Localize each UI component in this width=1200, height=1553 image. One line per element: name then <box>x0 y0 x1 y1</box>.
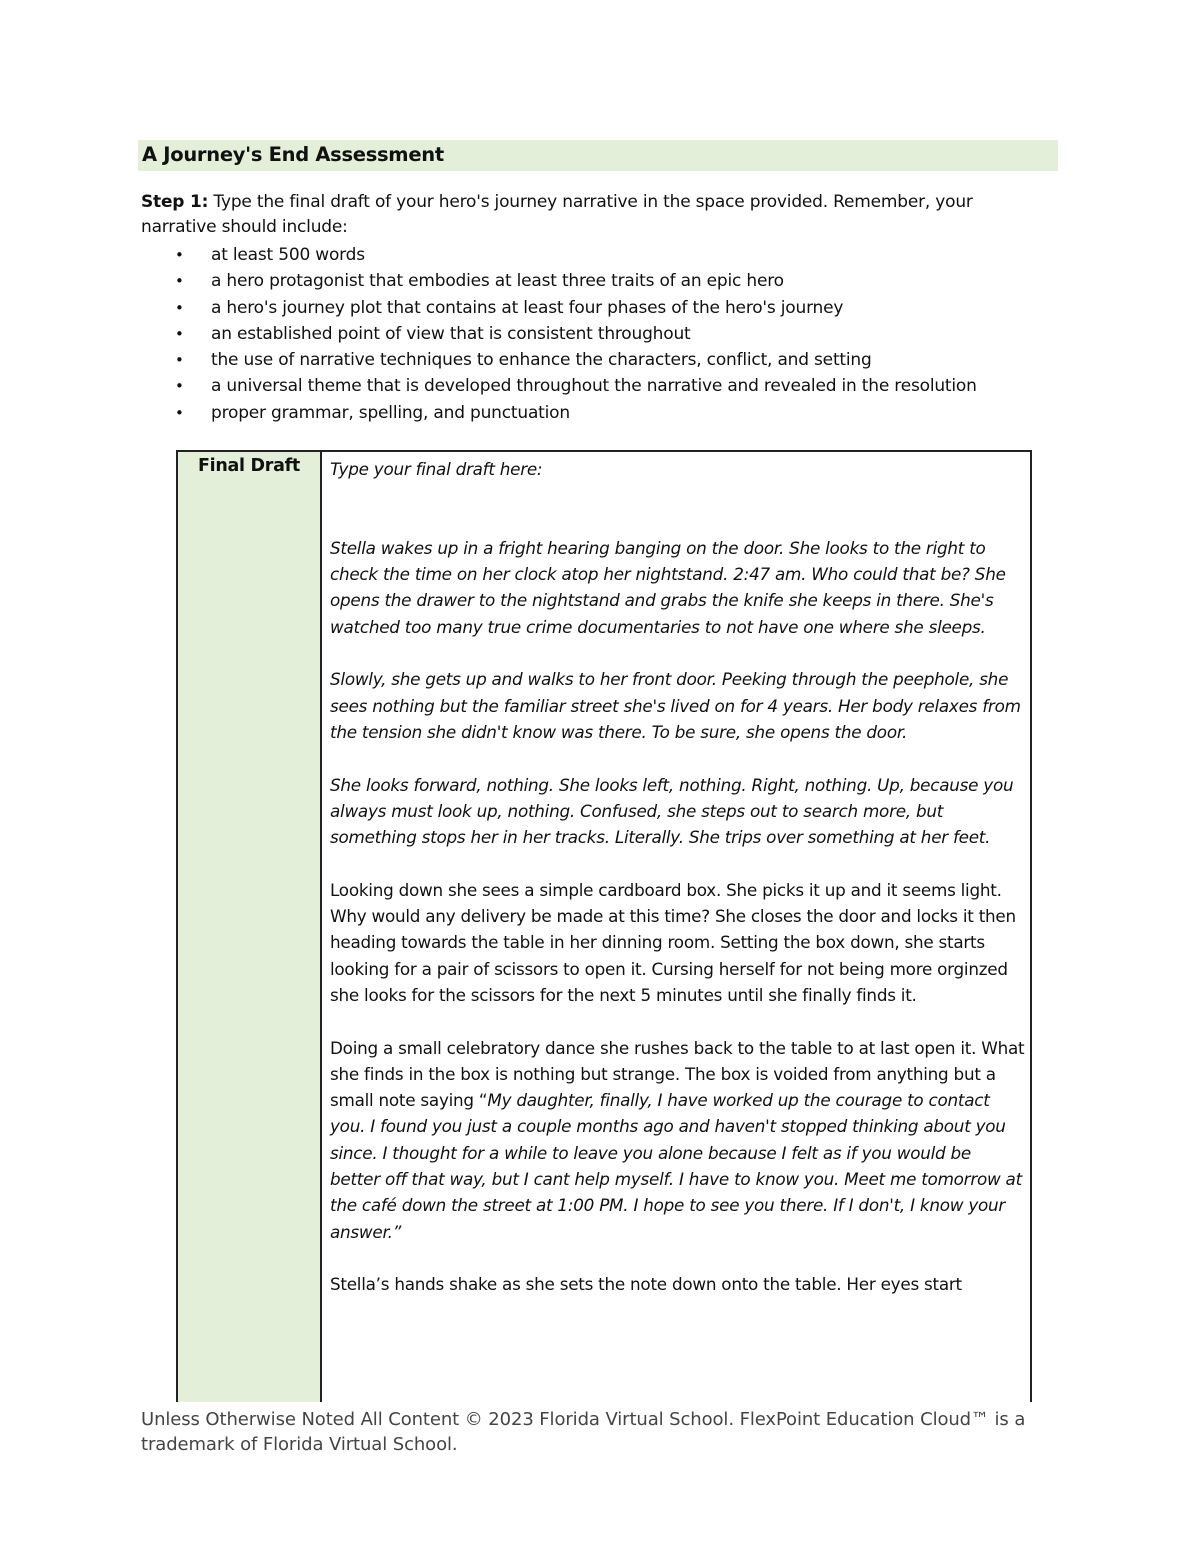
final-draft-label: Final Draft <box>198 456 300 476</box>
list-item <box>171 321 977 347</box>
requirement-text: an established point of view that is consistent throughout <box>211 323 691 344</box>
draft-paragraph-3: She looks forward, nothing. She looks left, nothing. Right, nothing. Up, because you always must look up, nothing. Confused, she steps out to search more, but something stops her in her tracks. Literally. She trips over something at her feet. <box>330 774 1014 848</box>
step-instructions <box>141 190 1041 240</box>
list-item <box>171 400 977 426</box>
requirement-text: a hero protagonist that embodies at least three traits of an epic hero <box>211 271 784 292</box>
label-cell <box>178 452 322 1402</box>
bullet-icon: • <box>175 298 184 317</box>
title-banner <box>138 140 1058 171</box>
requirement-text: a hero's journey plot that contains at least four phases of the hero's journey <box>211 297 844 318</box>
bullet-icon: • <box>175 377 184 396</box>
bullet-icon: • <box>175 351 184 370</box>
copyright-footer: Unless Otherwise Noted All Content © 2023 Florida Virtual School. FlexPoint Education Cloud™ is a trademark of Florida Virtual School. <box>141 1409 1026 1455</box>
list-item <box>171 347 977 373</box>
step-text: Type the final draft of your hero's journey narrative in the space provided. Remember, your narrative should include: <box>141 192 973 237</box>
requirements-list <box>171 242 977 426</box>
list-item <box>171 268 977 294</box>
bullet-icon: • <box>175 246 184 264</box>
step-label: Step 1: <box>141 192 209 212</box>
draft-paragraph-5-note: My daughter, finally, I have worked up the courage to contact you. I found you just a couple months ago and haven't stopped thinking about you since. I thought for a while to leave you alone because I felt as if you would be better off that way, but I cant help myself. I have to know you. Meet me tomorrow at the café down the street at 1:00 PM. I hope to see you there. If I don't, I know your answer.” <box>330 1090 1022 1242</box>
draft-paragraph-6: Stella’s hands shake as she sets the note down onto the table. Her eyes start <box>330 1274 962 1295</box>
final-draft-table <box>176 450 1032 1402</box>
draft-text-area[interactable] <box>330 456 1025 1324</box>
draft-paragraph-2: Slowly, she gets up and walks to her front door. Peeking through the peephole, she sees nothing but the familiar street she's lived on for 4 years. Her body relaxes from the tension she didn't know was there. To be sure, she opens the door. <box>330 669 1021 742</box>
bullet-icon: • <box>175 272 184 291</box>
draft-prompt: Type your final draft here: <box>330 459 543 479</box>
list-item <box>171 242 977 268</box>
draft-paragraph-4: Looking down she sees a simple cardboard box. She picks it up and it seems light. Why would any delivery be made at this time? She closes the door and locks it then heading towards the table in her dinning room. Setting the box down, she starts looking for a pair of scissors to open it. Cursing herself for not being more orginzed she looks for the scissors for the next 5 minutes until she finally finds it. <box>330 879 1016 1005</box>
bullet-icon: • <box>175 403 184 422</box>
draft-paragraph-1: Stella wakes up in a fright hearing banging on the door. She looks to the right to check the time on her clock atop her nightstand. 2:47 am. Who could that be? She opens the drawer to the nightstand and grabs the knife she keeps in there. She's watched too many true crime documentaries to not have one where she sleeps. <box>330 537 1006 637</box>
requirement-text: proper grammar, spelling, and punctuation <box>211 402 570 423</box>
requirement-text: the use of narrative techniques to enhance the characters, conflict, and setting <box>211 350 872 371</box>
draft-paragraph-5 <box>330 1035 1025 1245</box>
requirement-text: at least 500 words <box>211 245 365 265</box>
bullet-icon: • <box>175 324 184 343</box>
page-title: A Journey's End Assessment <box>142 143 444 166</box>
requirement-text: a universal theme that is developed throughout the narrative and revealed in the resolution <box>211 376 977 397</box>
list-item <box>171 373 977 399</box>
list-item <box>171 295 977 321</box>
draft-paragraph-5-lead: Doing a small celebratory dance she rushes back to the table to at last open it. What she finds in the box is nothing but strange. The box is voided from anything but a small note saying “ <box>330 1037 1025 1111</box>
